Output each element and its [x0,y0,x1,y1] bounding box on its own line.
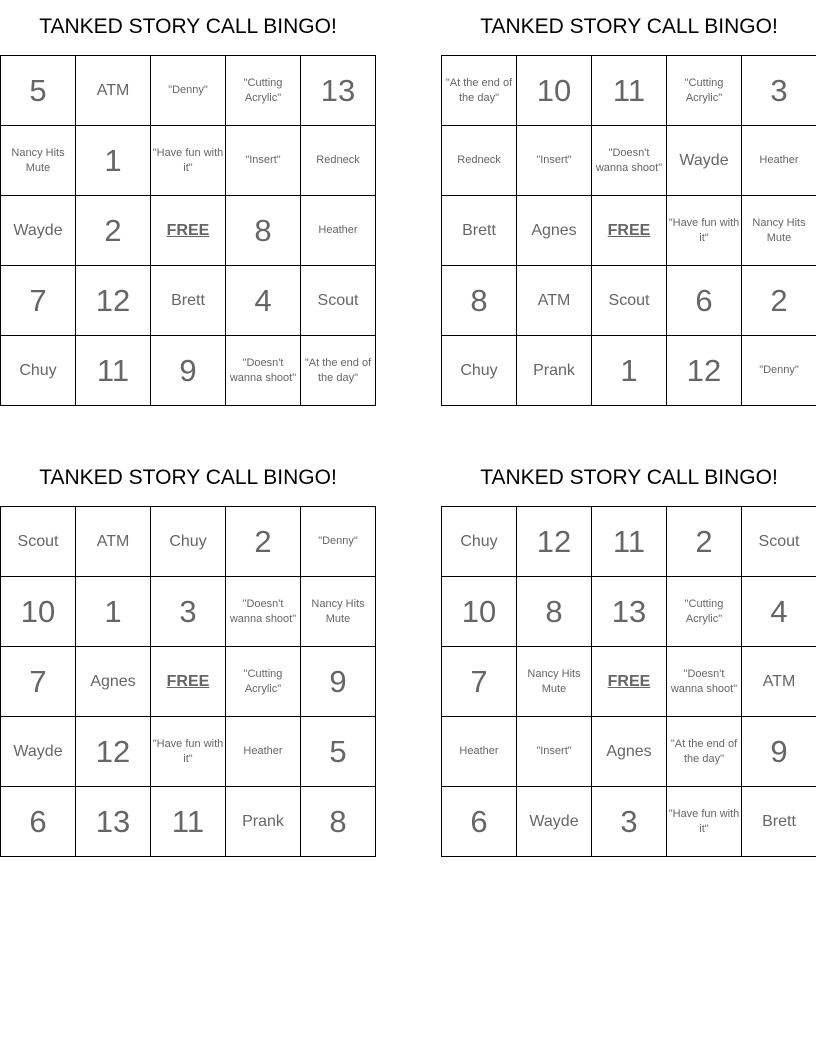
bingo-cell: "Doesn't wanna shoot" [226,336,301,406]
bingo-cell: "Insert" [517,126,592,196]
bingo-cell: Heather [301,196,376,266]
bingo-cell: "Insert" [517,717,592,787]
bingo-cell: 13 [301,56,376,126]
bingo-cell: 8 [442,266,517,336]
bingo-cell: 9 [301,647,376,717]
bingo-cell: "Denny" [151,56,226,126]
bingo-cell: "Have fun with it" [667,787,742,857]
bingo-cell: 2 [76,196,151,266]
bingo-cell: Nancy Hits Mute [517,647,592,717]
bingo-cell: 6 [442,787,517,857]
bingo-cell: 12 [667,336,742,406]
bingo-cell: "Have fun with it" [151,126,226,196]
bingo-cell: 11 [76,336,151,406]
bingo-cell: Scout [1,507,76,577]
bingo-cell: Scout [742,507,816,577]
bingo-cell: "Doesn't wanna shoot" [667,647,742,717]
bingo-cell: ATM [517,266,592,336]
bingo-cell: 12 [76,717,151,787]
bingo-cell: 1 [76,577,151,647]
bingo-cell: 4 [226,266,301,336]
bingo-cell: 9 [151,336,226,406]
bingo-cell: "Doesn't wanna shoot" [226,577,301,647]
card-title: TANKED STORY CALL BINGO! [39,15,337,38]
bingo-cell: "At the end of the day" [442,56,517,126]
bingo-cell: 10 [442,577,517,647]
card-title: TANKED STORY CALL BINGO! [39,466,337,489]
bingo-cell: 8 [226,196,301,266]
bingo-cell: Agnes [517,196,592,266]
bingo-cell: 6 [667,266,742,336]
bingo-cell: Heather [742,126,816,196]
bingo-cell: Prank [517,336,592,406]
bingo-cell: Nancy Hits Mute [1,126,76,196]
bingo-cell: 11 [592,56,667,126]
bingo-cell: Heather [226,717,301,787]
bingo-cell: "Cutting Acrylic" [667,577,742,647]
bingo-cell: "Denny" [301,507,376,577]
bingo-cell: 6 [1,787,76,857]
bingo-cell: "Have fun with it" [151,717,226,787]
bingo-cell: 2 [742,266,816,336]
bingo-cell: Brett [151,266,226,336]
bingo-cell: 10 [1,577,76,647]
bingo-cell: Scout [592,266,667,336]
card-title: TANKED STORY CALL BINGO! [480,15,778,38]
bingo-cell: 4 [742,577,816,647]
bingo-cell: 7 [442,647,517,717]
bingo-cell: Wayde [517,787,592,857]
bingo-cell: Chuy [442,507,517,577]
bingo-cell: "Cutting Acrylic" [226,647,301,717]
bingo-cell: Agnes [76,647,151,717]
bingo-cell: Agnes [592,717,667,787]
bingo-cell: Nancy Hits Mute [301,577,376,647]
bingo-grid [441,506,816,857]
bingo-cell: "Have fun with it" [667,196,742,266]
bingo-cell: 11 [151,787,226,857]
bingo-cell: 3 [592,787,667,857]
free-space-cell: FREE [592,196,667,266]
bingo-cell: 2 [667,507,742,577]
bingo-cell: 8 [301,787,376,857]
bingo-cell: 12 [517,507,592,577]
bingo-cell: "Doesn't wanna shoot" [592,126,667,196]
bingo-cell: Brett [442,196,517,266]
bingo-cell: "Denny" [742,336,816,406]
bingo-cell: ATM [742,647,816,717]
bingo-cell: 13 [592,577,667,647]
free-space-cell: FREE [151,647,226,717]
bingo-grid [0,506,376,857]
bingo-cell: Redneck [442,126,517,196]
bingo-cell: 8 [517,577,592,647]
bingo-cell: "Cutting Acrylic" [226,56,301,126]
bingo-cell: Redneck [301,126,376,196]
bingo-cell: 3 [151,577,226,647]
bingo-cell: "Insert" [226,126,301,196]
bingo-cell: Chuy [151,507,226,577]
bingo-cell: Scout [301,266,376,336]
bingo-cell: Wayde [1,717,76,787]
bingo-cell: Nancy Hits Mute [742,196,816,266]
bingo-cell: 12 [76,266,151,336]
bingo-cell: 10 [517,56,592,126]
bingo-cell: Wayde [1,196,76,266]
bingo-cell: 1 [76,126,151,196]
bingo-cell: ATM [76,56,151,126]
bingo-cell: 9 [742,717,816,787]
bingo-cell: Chuy [1,336,76,406]
free-space-cell: FREE [592,647,667,717]
bingo-cell: 1 [592,336,667,406]
bingo-grid [441,55,816,406]
free-space-cell: FREE [151,196,226,266]
bingo-cell: Heather [442,717,517,787]
bingo-cell: 7 [1,647,76,717]
bingo-cell: 2 [226,507,301,577]
bingo-cell: 5 [301,717,376,787]
bingo-cell: Chuy [442,336,517,406]
bingo-cell: 7 [1,266,76,336]
bingo-cell: Wayde [667,126,742,196]
bingo-cell: Prank [226,787,301,857]
bingo-cell: "At the end of the day" [667,717,742,787]
bingo-grid [0,55,376,406]
bingo-cell: "Cutting Acrylic" [667,56,742,126]
card-title: TANKED STORY CALL BINGO! [480,466,778,489]
bingo-cell: "At the end of the day" [301,336,376,406]
bingo-cell: 11 [592,507,667,577]
bingo-cell: ATM [76,507,151,577]
bingo-cell: Brett [742,787,816,857]
bingo-cell: 13 [76,787,151,857]
bingo-cell: 3 [742,56,816,126]
bingo-cell: 5 [1,56,76,126]
